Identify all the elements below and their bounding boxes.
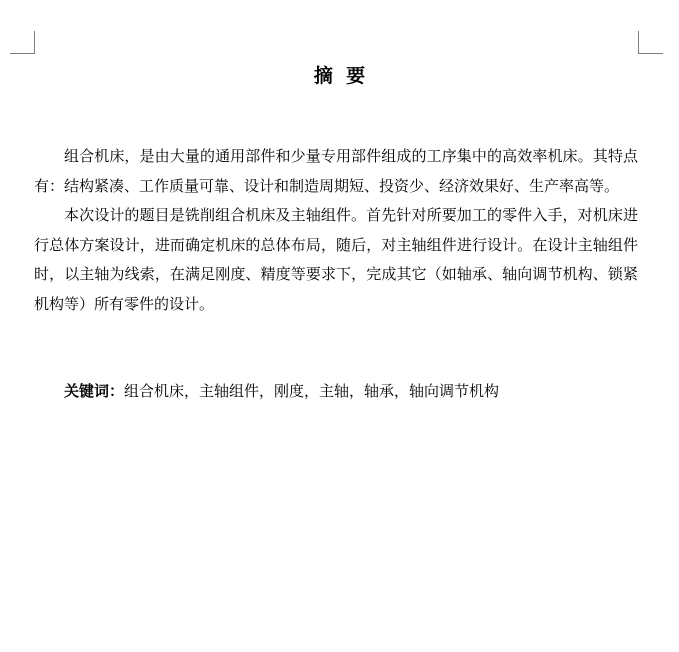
top-right-corner-mark [638,31,663,54]
abstract-body [34,142,638,319]
abstract-title: 摘 要 [313,65,366,87]
keywords-label: 关键词： [64,382,125,400]
top-left-corner-mark [10,31,35,54]
keywords-list: 组合机床，主轴组件，刚度，主轴，轴承，轴向调节机构 [124,382,500,400]
abstract-paragraph-2: 本次设计的题目是铣削组合机床及主轴组件。首先针对所要加工的零件入手，对机床进行总体方案设计，进而确定机床的总体布局，随后，对主轴组件进行设计。在设计主轴组件时，以主轴为线索，在满足刚度、精度等要求下，完成其它（如轴承、轴向调节机构、锁紧机构等）所有零件的设计。 [34,206,638,313]
abstract-paragraph-1: 组合机床，是由大量的通用部件和少量专用部件组成的工序集中的高效率机床。其特点有：结构紧凑、工作质量可靠、设计和制造周期短、投资少、经济效果好、生产率高等。 [34,147,638,195]
keywords-line [64,377,638,405]
